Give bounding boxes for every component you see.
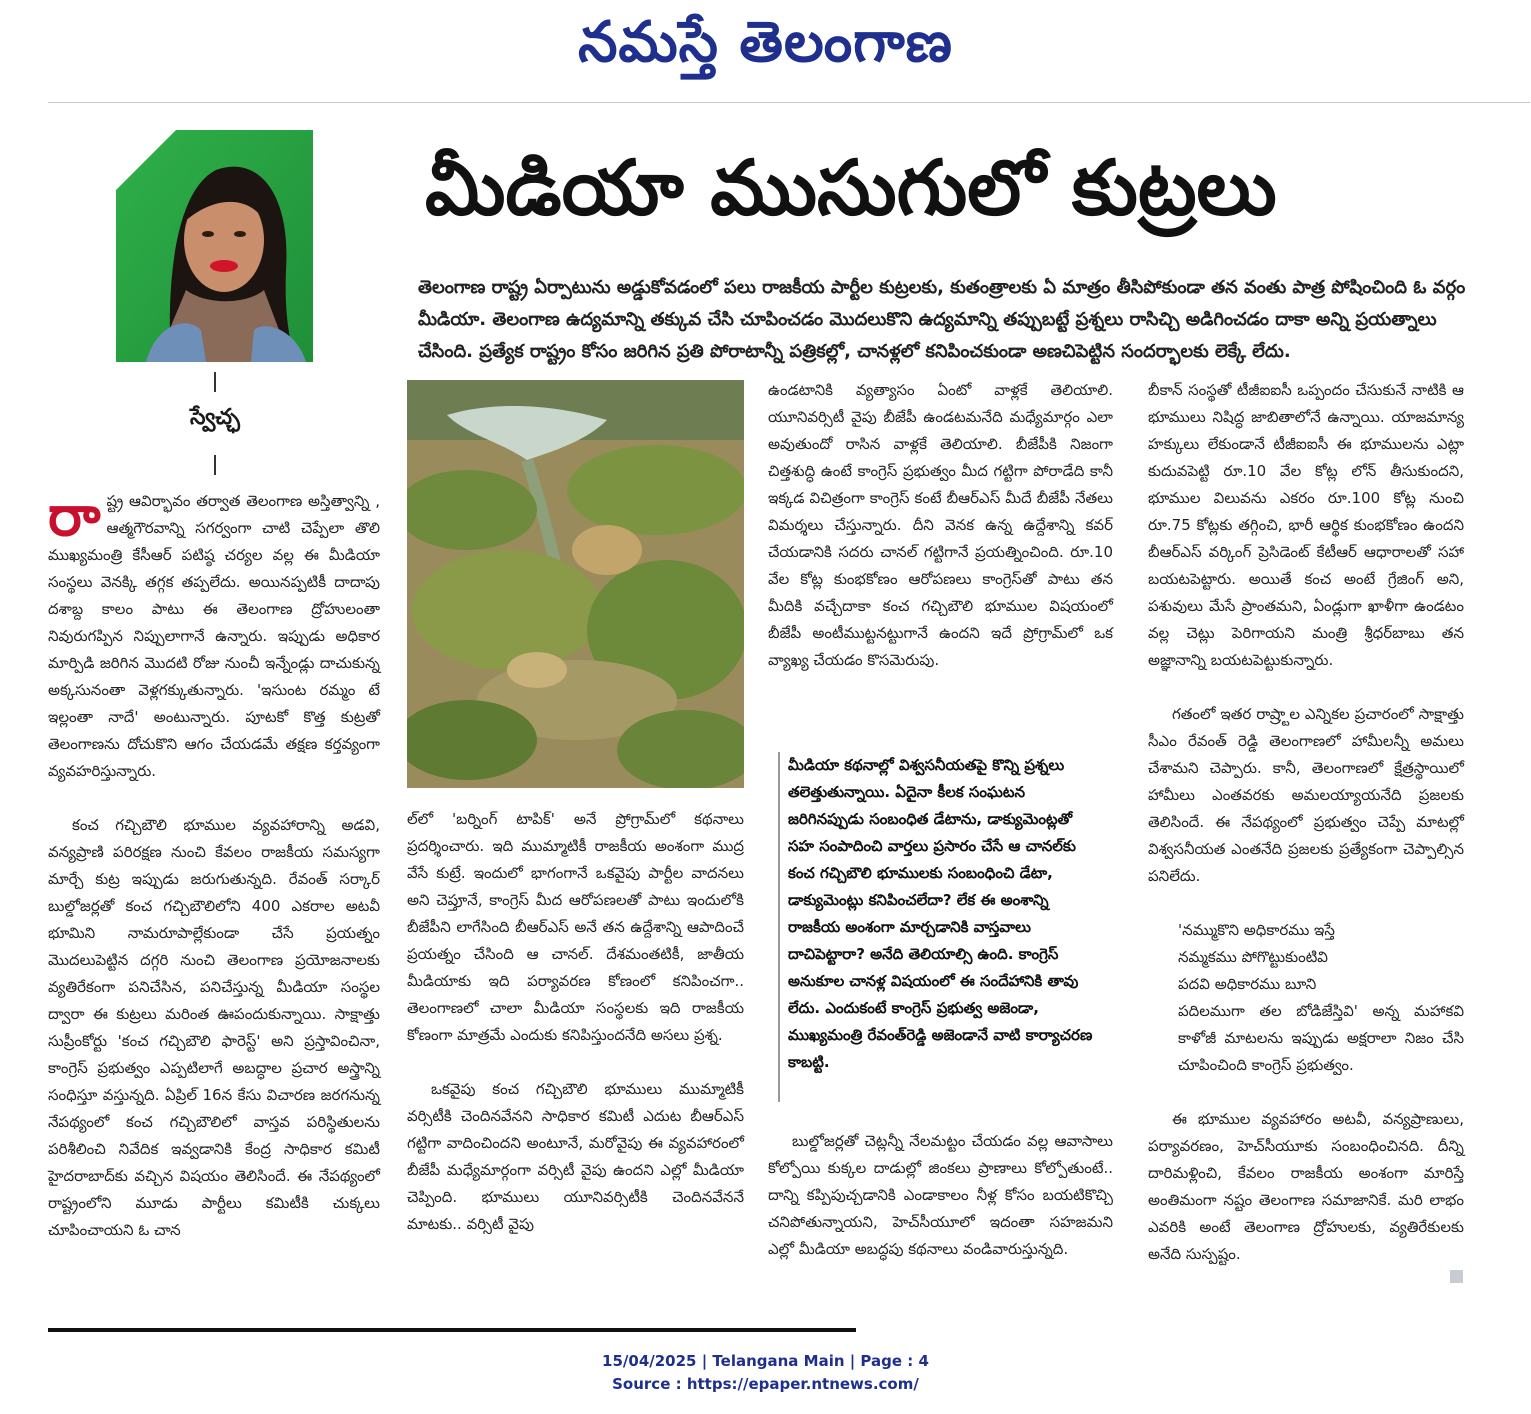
- column-3: [768, 377, 1113, 674]
- paragraph: ల్‌లో 'బర్నింగ్ టాపిక్' అనే ప్రోగ్రామ్‌లో కథనాలు ప్రదర్శించారు. ఇది ముమ్మాటికీ రాజకీయ అంశంగా ముద్ర వేసే కుట్రే. ఇందులో భాగంగానే ఒకవైపు పార్టీల వాదనలు అని చెప్తూనే, కాంగ్రెస్ మీద ఆరోపణలతో పాటు ఇందులోకి బీజేపీని లాగేసింది బీఆర్ఎస్ అనే తన ఉద్దేశాన్ని ఆపాదించే ప్రయత్నం చేసింది ఆ చానల్. దేశమంతటికీ, జాతీయ మీడియాకు ఇది పర్యావరణ కోణంలో కనిపించగా.. తెలంగాణలో చాలా మీడియా సంస్థలకు ఇది రాజకీయ కోణంగా మాత్రమే ఎందుకు కనిపిస్తుందనేది అసలు ప్రశ్న.: [407, 810, 744, 1044]
- aerial-forest-photo: [407, 380, 744, 788]
- verse-line: పదిలముగా తల బోడిజేస్తివి' అన్న మహాకవి కాళోజీ మాటలను ఇప్పుడు అక్షరాలా నిజం చేసి చూపించింది కాంగ్రెస్ ప్రభుత్వం.: [1178, 1002, 1464, 1074]
- pull-quote: మీడియా కథనాల్లో విశ్వసనీయతపై కొన్ని ప్రశ్నలు తలెత్తుతున్నాయి. ఏదైనా కీలక సంఘటన జరిగినప్పుడు సంబంధిత డేటాను, డాక్యుమెంట్లతో సహ సంపాదించి వార్తలు ప్రసారం చేసే ఆ చానల్‌కు కంచ గచ్చిబౌలి భూములకు సంబంధించి డేటా, డాక్యుమెంట్లు కనిపించలేదా? లేక ఈ అంశాన్ని రాజకీయ అంశంగా మార్చడానికి వాస్తవాలు దాచిపెట్టారా? అనేది తెలియాల్సి ఉంది. కాంగ్రెస్ అనుకూల చానళ్ల విషయంలో ఈ సందేహానికి తావు లేదు. ఎందుకంటే కాంగ్రెస్ ప్రభుత్వ అజెండా, ముఖ్యమంత్రి రేవంత్‌రెడ్డి అజెండానే వాటి కార్యాచరణ కాబట్టి.: [788, 756, 1093, 1071]
- paragraph: గతంలో ఇతర రాష్ర్టాల ఎన్నికల ప్రచారంలో సాక్షాత్తు సీఎం రేవంత్ రెడ్డి తెలంగాణలో హామీలన్నీ అమలు చేశామని చెప్పారు. కానీ, తెలంగాణలో క్షేత్రస్థాయిలో హామీలు ఎంతవరకు అమలయ్యాయనేది ప్రజలకు తెలిసిందే. ఈ నేపథ్యంలో ప్రభుత్వం చెప్పే మాటల్లో విశ్వసనీయత ఎంతనేది ప్రజలకు ప్రత్యేకంగా చెప్పాల్సిన పనిలేదు.: [1148, 705, 1464, 885]
- paragraph: బీకాన్ సంస్థతో టీజీఐఐసీ ఒప్పందం చేసుకునే నాటికి ఆ భూములు నిషిద్ధ జాబితాలోనే ఉన్నాయి. యాజమాన్య హక్కులు లేకుండానే టీజీఐఐసీ ఈ భూములను ఎట్లా కుదువపెట్టి రూ.10 వేల కోట్ల లోన్ తీసుకుందని, భూముల విలువను ఎకరం రూ.100 కోట్ల నుంచి రూ.75 కోట్లకు తగ్గించి, భారీ ఆర్థిక కుంభకోణం ఉందని బీఆర్ఎస్ వర్కింగ్ ప్రెసిడెంట్ కేటీఆర్ ఆధారాలతో సహా బయటపెట్టారు. అయితే కంచ అంటే గ్రేజింగ్ అని, పశువులు మేసే ప్రాంతమని, ఏండ్లుగా ఖాళీగా ఉండటం వల్ల చెట్లు పెరిగాయని మంత్రి శ్రీధర్‌బాబు తన అజ్ఞానాన్ని బయటపెట్టుకున్నారు.: [1148, 381, 1464, 669]
- paragraph: ఈ భూముల వ్యవహారం అటవీ, వన్యప్రాణులు, పర్యావరణం, హెచ్‌సీయూకు సంబంధించినది. దీన్ని దారిమళ్లించి, కేవలం రాజకీయ అంశంగా మారిస్తే అంతిమంగా నష్టం తెలంగాణ సమాజానికే. మరి లాభం ఎవరికి అంటే తెలంగాణ ద్రోహులకు, వ్యతిరేకులకు అనేది సుస్పష్టం.: [1148, 1110, 1464, 1263]
- article-deck: తెలంగాణ రాష్ట్ర ఏర్పాటును అడ్డుకోవడంలో పలు రాజకీయ పార్టీల కుట్రలకు, కుతంత్రాలకు ఏ మాత్రం తీసిపోకుండా తన వంతు పాత్ర పోషించింది ఓ వర్గం మీడియా. తెలంగాణ ఉద్యమాన్ని తక్కువ చేసి చూపించడం మొదలుకొని ఉద్యమాన్ని తప్పుబట్టే ప్రశ్నలు రాసిచ్చి అడిగించడం దాకా అన్ని ప్రయత్నాలు చేసింది. ప్రత్యేక రాష్ట్రం కోసం జరిగిన ప్రతి పోరాటాన్నీ పత్రికల్లో, చానళ్లలో కనిపించకుండా అణచిపెట్టిన సందర్భాలకు లెక్కే లేదు.: [418, 277, 1466, 362]
- pull-quote-rule: [778, 752, 780, 1102]
- paragraph: కంచ గచ్చిబౌలి భూముల వ్యవహారాన్ని అడవి, వన్యప్రాణి పరిరక్షణ నుంచి కేవలం రాజకీయ సమస్యగా మార్చే కుట్ర ఇప్పుడు జరుగుతున్నది. రేవంత్ సర్కార్ బుల్డోజర్లతో కంచ గచ్చిబౌలిలోని 400 ఎకరాల అటవీ భూమిని నామరూపాల్లేకుండా చేసే ప్రయత్నం మొదలుపెట్టిన దగ్గరి నుంచి తెలంగాణ ప్రయోజనాలకు వ్యతిరేకంగా పనిచేసిన, పనిచేస్తున్న మీడియా సంస్థల ద్వారా ఈ కుట్రలు మరింత ఊపందుకున్నాయి. సాక్షాత్తు సుప్రీంకోర్టు 'కంచ గచ్చిబౌలి ఫారెస్ట్' అని ప్రస్తావించినా, కాంగ్రెస్ ప్రభుత్వం ఎప్పటిలాగే అబద్ధాల ప్రచార అస్త్రాన్ని సంధిస్తూ వస్తున్నది. ఏప్రిల్ 16న కేసు విచారణ జరగనున్న నేపథ్యంలో కంచ గచ్చిబౌలిలో వాస్తవ పరిస్థితులను పరిశీలించి నివేదిక ఇవ్వడానికి కేంద్ర సాధికార కమిటీ హైదరాబాద్‌కు వచ్చిన విషయం తెలిసిందే. ఈ నేపథ్యంలో రాష్ట్రంలోని మూడు పార్టీలు కమిటీకి చుక్కలు చూపించాయని ఓ చాన: [48, 816, 380, 1239]
- paragraph-text: ష్ట్ర ఆవిర్భావం తర్వాత తెలంగాణ అస్తిత్వాన్ని , ఆత్మగౌరవాన్ని సగర్వంగా చాటి చెప్పేలా తొలి ముఖ్యమంత్రి కేసీఆర్ పటిష్ఠ చర్యల వల్ల ఈ మీడియా సంస్థలు వెనక్కి తగ్గక తప్పలేదు. అయినప్పటికీ దాదాపు దశాబ్ద కాలం పాటు ఈ తెలంగాణ ద్రోహులంతా నివురుగప్పిన నిప్పులాగానే ఉన్నారు. ఇప్పుడు అధికార మార్పిడి జరిగిన మొదటి రోజు నుంచీ ఇన్నేండ్లు దాచుకున్న అక్కసునంతా వెళ్లగక్కుతున్నారు. 'ఇసుంట రమ్మం టే ఇల్లంతా నాదే' అంటున్నారు. పూటకో కొత్త కుట్రతో తెలంగాణను దోచుకొని ఆగం చేయడమే తక్షణ కర్తవ్యంగా వ్యవహరిస్తున్నారు.: [48, 492, 380, 780]
- masthead-logo: నమస్తే తెలంగాణ: [578, 10, 953, 75]
- author-photo: [116, 130, 313, 362]
- column-2: [407, 806, 744, 1238]
- footer-date-edition: 15/04/2025 | Telangana Main | Page : 4: [602, 1352, 929, 1370]
- paragraph: ఉండటానికి వ్యత్యాసం ఏంటో వాళ్లకే తెలియాలి. యూనివర్సిటీ వైపు బీజేపీ ఉండటమనేది మధ్యేమార్గం ఎలా అవుతుందో రాసిన వాళ్లకే తెలియాలి. బీజేపీకి నిజంగా చిత్తశుద్ధి ఉంటే కాంగ్రెస్ ప్రభుత్వం మీద గట్టిగా పోరాడేది కానీ ఇక్కడ విచిత్రంగా కాంగ్రెస్ కంటే బీఆర్ఎస్ మీదే బీజేపీ నేతలు విమర్శలు చేస్తున్నారు. దీని వెనక ఉన్న ఉద్దేశాన్ని కవర్ చేయడానికి సదరు చానల్ గట్టిగానే ప్రయత్నించింది. రూ.10 వేల కోట్ల కుంభకోణం ఆరోపణలు కాంగ్రెస్‌తో పాటు తన మీదికి వచ్చేదాకా కంచ గచ్చిబౌలి భూముల విషయంలో బీజేపీ అంటీముట్టనట్టుగానే ఉందని ఇదే ప్రోగ్రామ్‌లో ఒక వ్యాఖ్య చేయడం కొసమెరుపు.: [768, 381, 1113, 669]
- byline-separator: [214, 372, 216, 392]
- headline: మీడియా ముసుగులో కుట్రలు: [425, 143, 1277, 232]
- column-1: [48, 484, 380, 1244]
- verse-line: పదవి అధికారము బూని: [1178, 975, 1317, 993]
- end-mark: [1450, 1270, 1463, 1283]
- verse-line: 'నమ్ముకొని అధికారము ఇస్తే: [1178, 921, 1335, 939]
- column-4: [1148, 377, 1464, 1268]
- drop-cap: రా: [48, 484, 101, 549]
- paragraph: ఒకవైపు కంచ గచ్చిబౌలి భూములు ముమ్మాటికీ వర్సిటీకి చెందినవేనని సాధికార కమిటీ ఎదుట బీఆర్ఎస్ గట్టిగా వాదించిందని అంటూనే, మరోవైపు ఈ వ్యవహారంలో బీజేపీ మధ్యేమార్గంగా వర్సిటీ వైపు ఉందని ఎల్లో మీడియా చెప్పింది. భూములు యూనివర్సిటీకి చెందినవేననే మాటకు.. వర్సిటీ వైపు: [407, 1080, 744, 1233]
- footer-source: Source : https://epaper.ntnews.com/: [612, 1375, 919, 1393]
- byline: స్వేచ్ఛ: [190, 405, 240, 430]
- verse-line: నమ్మకము పోగొట్టుకుంటివి: [1178, 948, 1328, 966]
- masthead-divider: [48, 102, 1530, 103]
- paragraph: [48, 484, 380, 785]
- bottom-rule: [48, 1328, 856, 1332]
- byline-separator: [214, 455, 216, 475]
- paragraph: బుల్డోజర్లతో చెట్లన్నీ నేలమట్టం చేయడం వల్ల ఆవాసాలు కోల్పోయి కుక్కల దాడుల్లో జింకలు ప్రాణాలు కోల్పోతుంటే.. దాన్ని కప్పిపుచ్చడానికి ఎండాకాలం నీళ్ల కోసం బయటికొచ్చి చనిపోతున్నాయని, హెచ్‌సీయూలో ఇదంతా సహజమని ఎల్లో మీడియా అబద్ధపు కథనాలు వండివారుస్తున్నది.: [768, 1132, 1113, 1258]
